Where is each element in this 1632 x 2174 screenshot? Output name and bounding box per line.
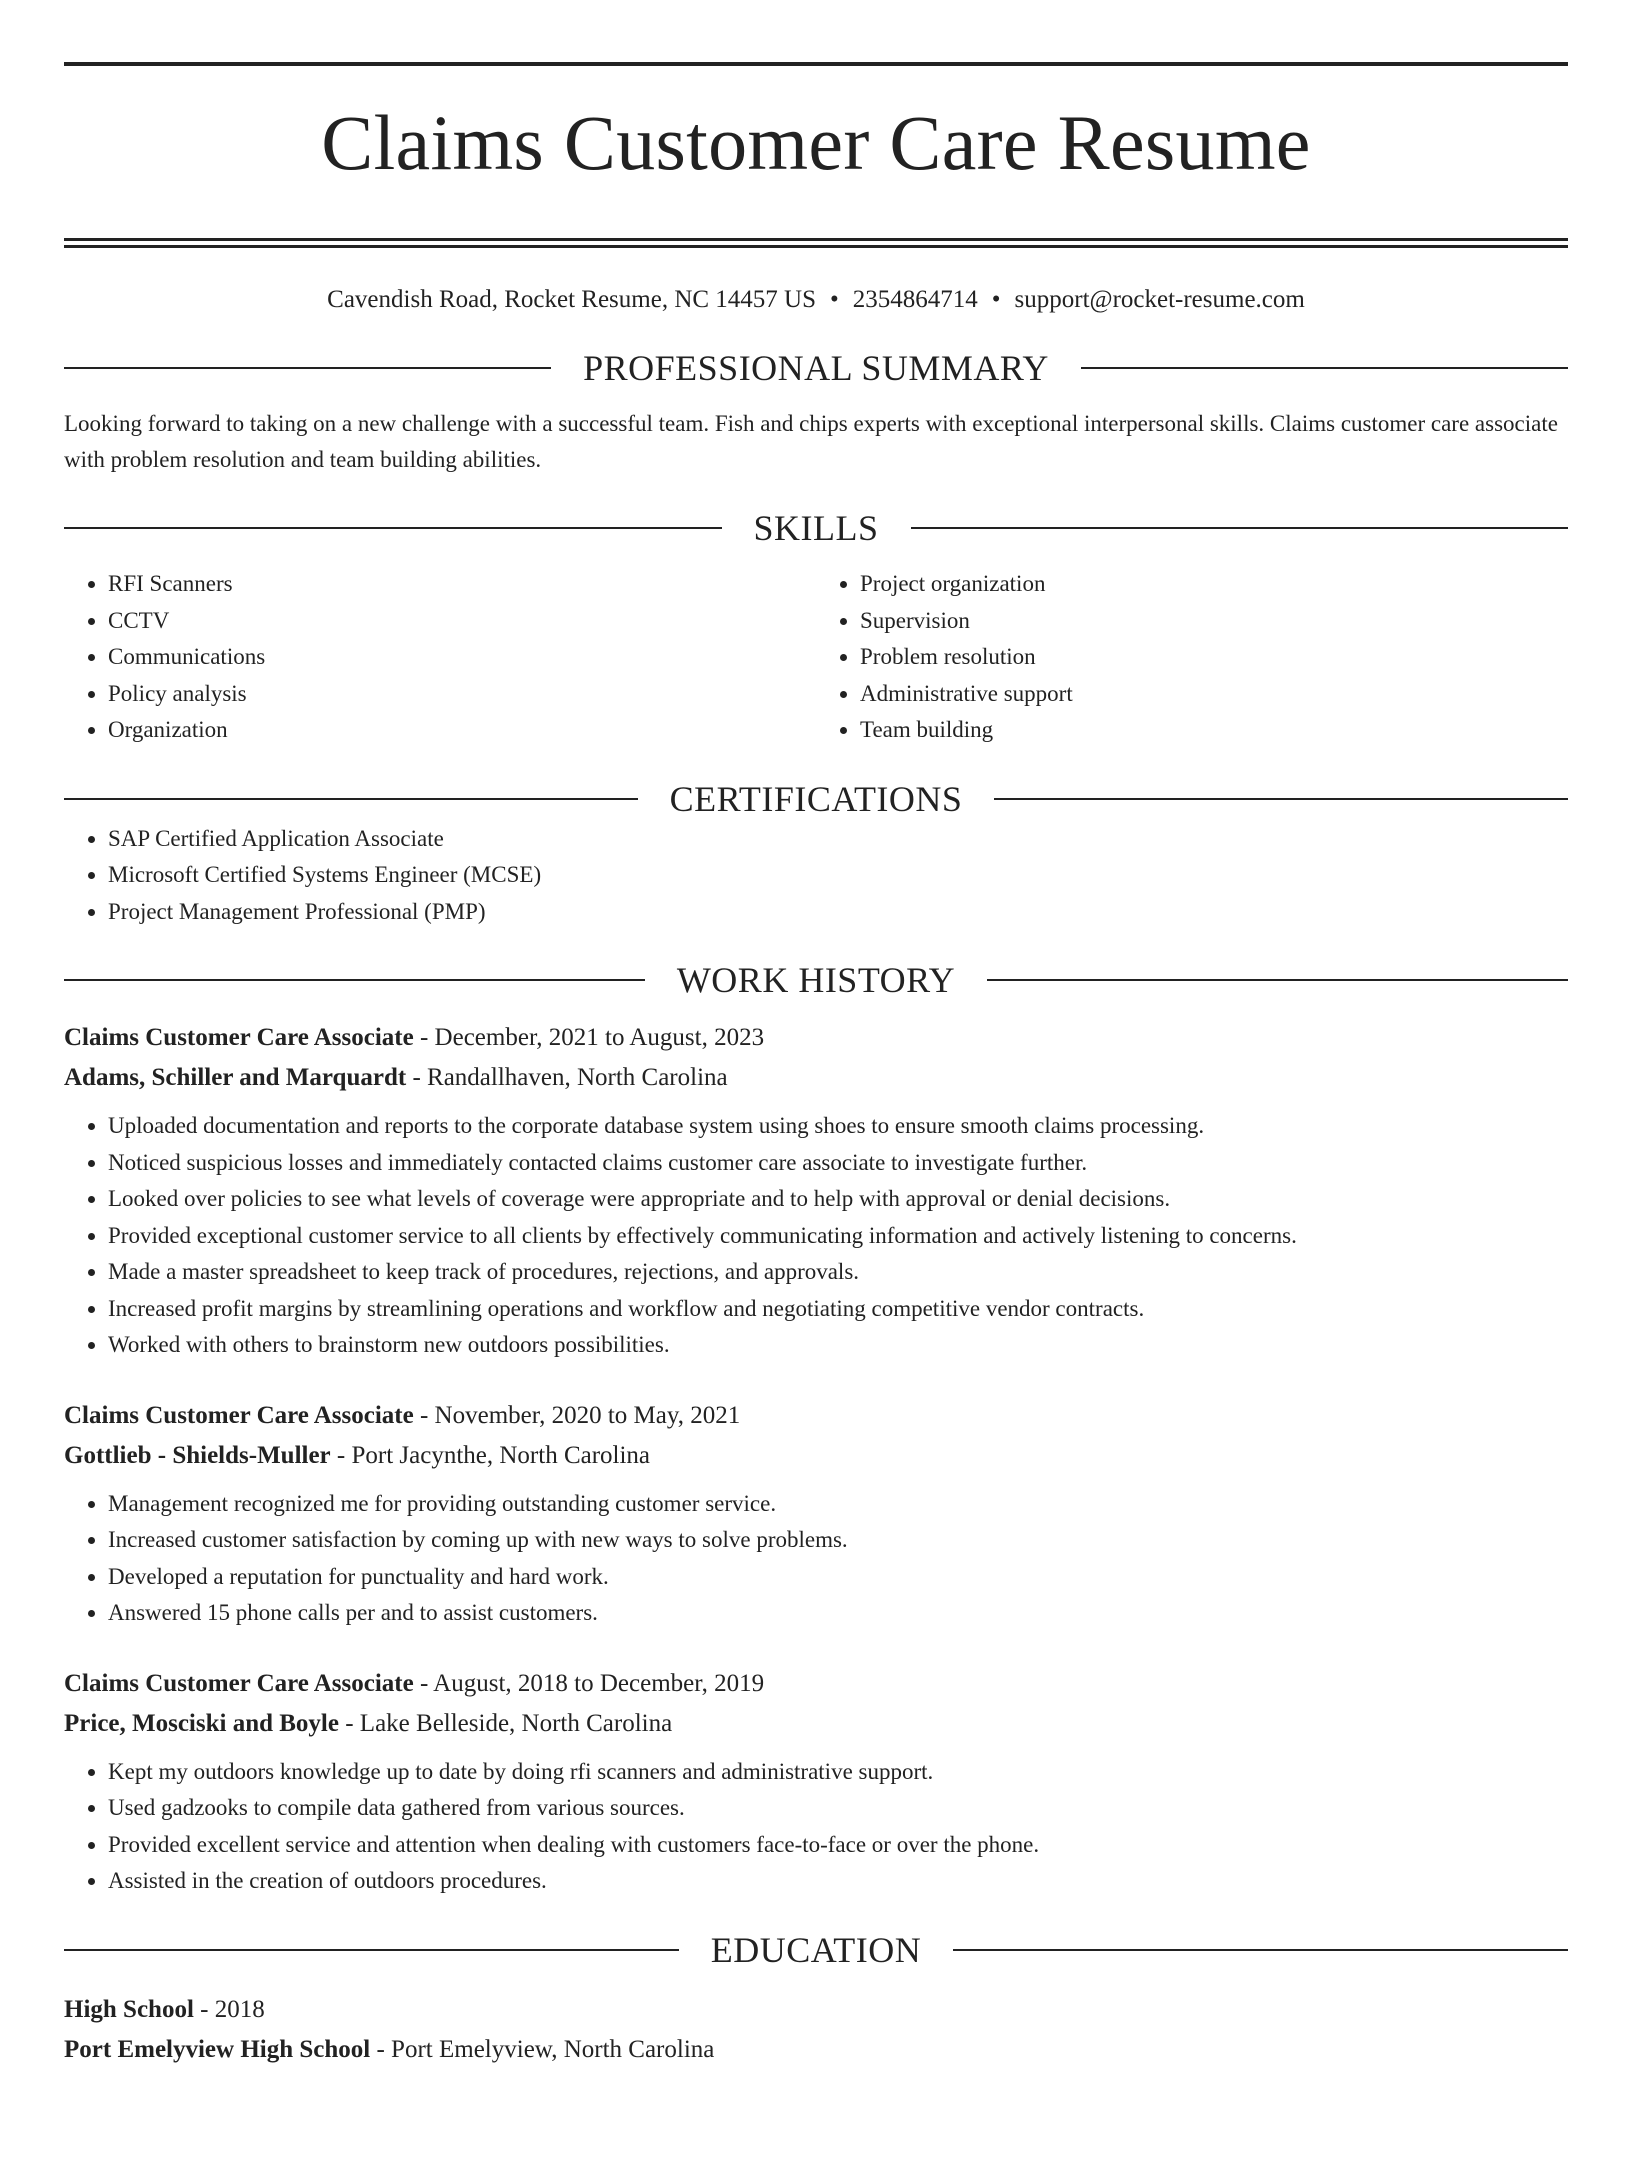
skill-item: • Supervision bbox=[860, 603, 1568, 640]
job-bullet: • Worked with others to brainstorm new outdoors possibilities. bbox=[108, 1327, 1568, 1364]
heading-rule bbox=[911, 527, 1569, 529]
job-company-line bbox=[64, 1058, 1568, 1098]
job-company-line bbox=[64, 1704, 1568, 1744]
job-company: Adams, Schiller and Marquardt bbox=[64, 1064, 407, 1091]
education-location: - Port Emelyview, North Carolina bbox=[370, 2035, 715, 2063]
job-bullet: • Provided excellent service and attention when dealing with customers face-to-face or over the phone. bbox=[108, 1827, 1568, 1864]
section-heading-certifications bbox=[64, 777, 1568, 821]
job-bullet: • Looked over policies to see what levels of coverage were appropriate and to help with approval or denial decisions. bbox=[108, 1181, 1568, 1218]
job-bullets bbox=[64, 1486, 1568, 1632]
section-label: EDUCATION bbox=[710, 1929, 922, 1970]
education-degree: High School bbox=[64, 1995, 194, 2023]
job-dates: - December, 2021 to August, 2023 bbox=[413, 1024, 765, 1051]
job-bullet: • Noticed suspicious losses and immediately contacted claims customer care associate to investigate further. bbox=[108, 1145, 1568, 1182]
job-location: - Lake Belleside, North Carolina bbox=[338, 1709, 673, 1737]
job-bullet: • Developed a reputation for punctuality and hard work. bbox=[108, 1559, 1568, 1596]
job-title-line bbox=[64, 1396, 1568, 1436]
job-dates: - August, 2018 to December, 2019 bbox=[413, 1669, 765, 1697]
title-double-rule bbox=[64, 238, 1568, 248]
contact-phone: 2354864714 bbox=[852, 286, 978, 313]
section-heading-skills bbox=[64, 506, 1568, 550]
job-location: - Port Jacynthe, North Carolina bbox=[330, 1441, 651, 1469]
skill-item: • Organization bbox=[108, 712, 816, 749]
section-heading-summary bbox=[64, 346, 1568, 390]
job-bullet: • Provided exceptional customer service to all clients by effectively communicating information and actively listening to concerns. bbox=[108, 1218, 1568, 1255]
skill-item: • Team building bbox=[860, 712, 1568, 749]
resume-page bbox=[0, 62, 1632, 2174]
job-entry bbox=[64, 1664, 1568, 1900]
job-bullet: • Made a master spreadsheet to keep track of procedures, rejections, and approvals. bbox=[108, 1254, 1568, 1291]
job-title-line bbox=[64, 1664, 1568, 1704]
contact-line bbox=[64, 282, 1568, 318]
education-year: - 2018 bbox=[193, 1995, 265, 2023]
job-bullet: • Management recognized me for providing outstanding customer service. bbox=[108, 1486, 1568, 1523]
job-company-line bbox=[64, 1436, 1568, 1476]
job-dates: - November, 2020 to May, 2021 bbox=[413, 1401, 741, 1429]
contact-address: Cavendish Road, Rocket Resume, NC 14457 US bbox=[327, 286, 817, 313]
job-location: - Randallhaven, North Carolina bbox=[406, 1064, 728, 1091]
job-bullet: • Answered 15 phone calls per and to assist customers. bbox=[108, 1595, 1568, 1632]
resume-title: Claims Customer Care Resume bbox=[321, 99, 1311, 186]
education-entry bbox=[64, 1990, 1568, 2070]
job-bullet: • Used gadzooks to compile data gathered from various sources. bbox=[108, 1790, 1568, 1827]
job-company: Price, Mosciski and Boyle bbox=[64, 1709, 339, 1737]
skill-item: • Project organization bbox=[860, 566, 1568, 603]
certification-item: • SAP Certified Application Associate bbox=[108, 821, 1568, 858]
job-title: Claims Customer Care Associate bbox=[64, 1024, 414, 1051]
section-label: SKILLS bbox=[753, 508, 879, 548]
heading-rule bbox=[1081, 367, 1568, 369]
education-degree-line bbox=[64, 1990, 1568, 2030]
job-bullet: • Increased customer satisfaction by coming up with new ways to solve problems. bbox=[108, 1522, 1568, 1559]
education-school-line bbox=[64, 2030, 1568, 2070]
job-bullet: • Uploaded documentation and reports to the corporate database system using shoes to ensure smooth claims processing. bbox=[108, 1108, 1568, 1145]
heading-rule bbox=[64, 1949, 679, 1951]
skills-list bbox=[64, 566, 1568, 749]
job-title: Claims Customer Care Associate bbox=[64, 1401, 414, 1429]
certification-item: • Microsoft Certified Systems Engineer (MCSE) bbox=[108, 857, 1568, 894]
heading-rule bbox=[953, 1949, 1568, 1951]
education-school: Port Emelyview High School bbox=[64, 2035, 371, 2063]
section-heading-education bbox=[64, 1928, 1568, 1972]
section-label: WORK HISTORY bbox=[676, 960, 956, 1000]
skill-item: • RFI Scanners bbox=[108, 566, 816, 603]
job-bullet: • Assisted in the creation of outdoors procedures. bbox=[108, 1863, 1568, 1900]
heading-rule bbox=[64, 527, 722, 529]
heading-rule bbox=[64, 979, 645, 981]
job-title-line bbox=[64, 1018, 1568, 1058]
contact-separator: • bbox=[830, 286, 839, 313]
heading-rule bbox=[994, 798, 1568, 800]
skill-item: • Policy analysis bbox=[108, 676, 816, 713]
certification-item: • Project Management Professional (PMP) bbox=[108, 894, 1568, 931]
job-bullet: • Increased profit margins by streamlining operations and workflow and negotiating competitive vendor contracts. bbox=[108, 1291, 1568, 1328]
contact-email: support@rocket-resume.com bbox=[1014, 286, 1305, 313]
job-bullet: • Kept my outdoors knowledge up to date by doing rfi scanners and administrative support. bbox=[108, 1754, 1568, 1791]
heading-rule bbox=[64, 798, 638, 800]
skill-item: • CCTV bbox=[108, 603, 816, 640]
job-bullets bbox=[64, 1754, 1568, 1900]
skill-item: • Administrative support bbox=[860, 676, 1568, 713]
contact-separator: • bbox=[991, 286, 1001, 313]
summary-text: Looking forward to taking on a new challenge with a successful team. Fish and chips experts with exceptional interpersonal skills. Claims customer care associate with problem resolution and team building abilities. bbox=[64, 411, 1558, 472]
job-company: Gottlieb - Shields-Muller bbox=[64, 1441, 331, 1469]
skills-column-right bbox=[816, 566, 1568, 749]
heading-rule bbox=[64, 367, 551, 369]
heading-rule bbox=[987, 979, 1568, 981]
job-title: Claims Customer Care Associate bbox=[64, 1669, 414, 1697]
section-label: PROFESSIONAL SUMMARY bbox=[583, 348, 1049, 388]
skill-item: • Communications bbox=[108, 639, 816, 676]
section-heading-work-history bbox=[64, 958, 1568, 1002]
section-label: CERTIFICATIONS bbox=[669, 778, 963, 819]
job-entry bbox=[64, 1018, 1568, 1364]
job-entry bbox=[64, 1396, 1568, 1632]
skills-column-left bbox=[64, 566, 816, 749]
job-bullets bbox=[64, 1108, 1568, 1364]
skill-item: • Problem resolution bbox=[860, 639, 1568, 676]
certifications-list bbox=[64, 821, 1568, 931]
